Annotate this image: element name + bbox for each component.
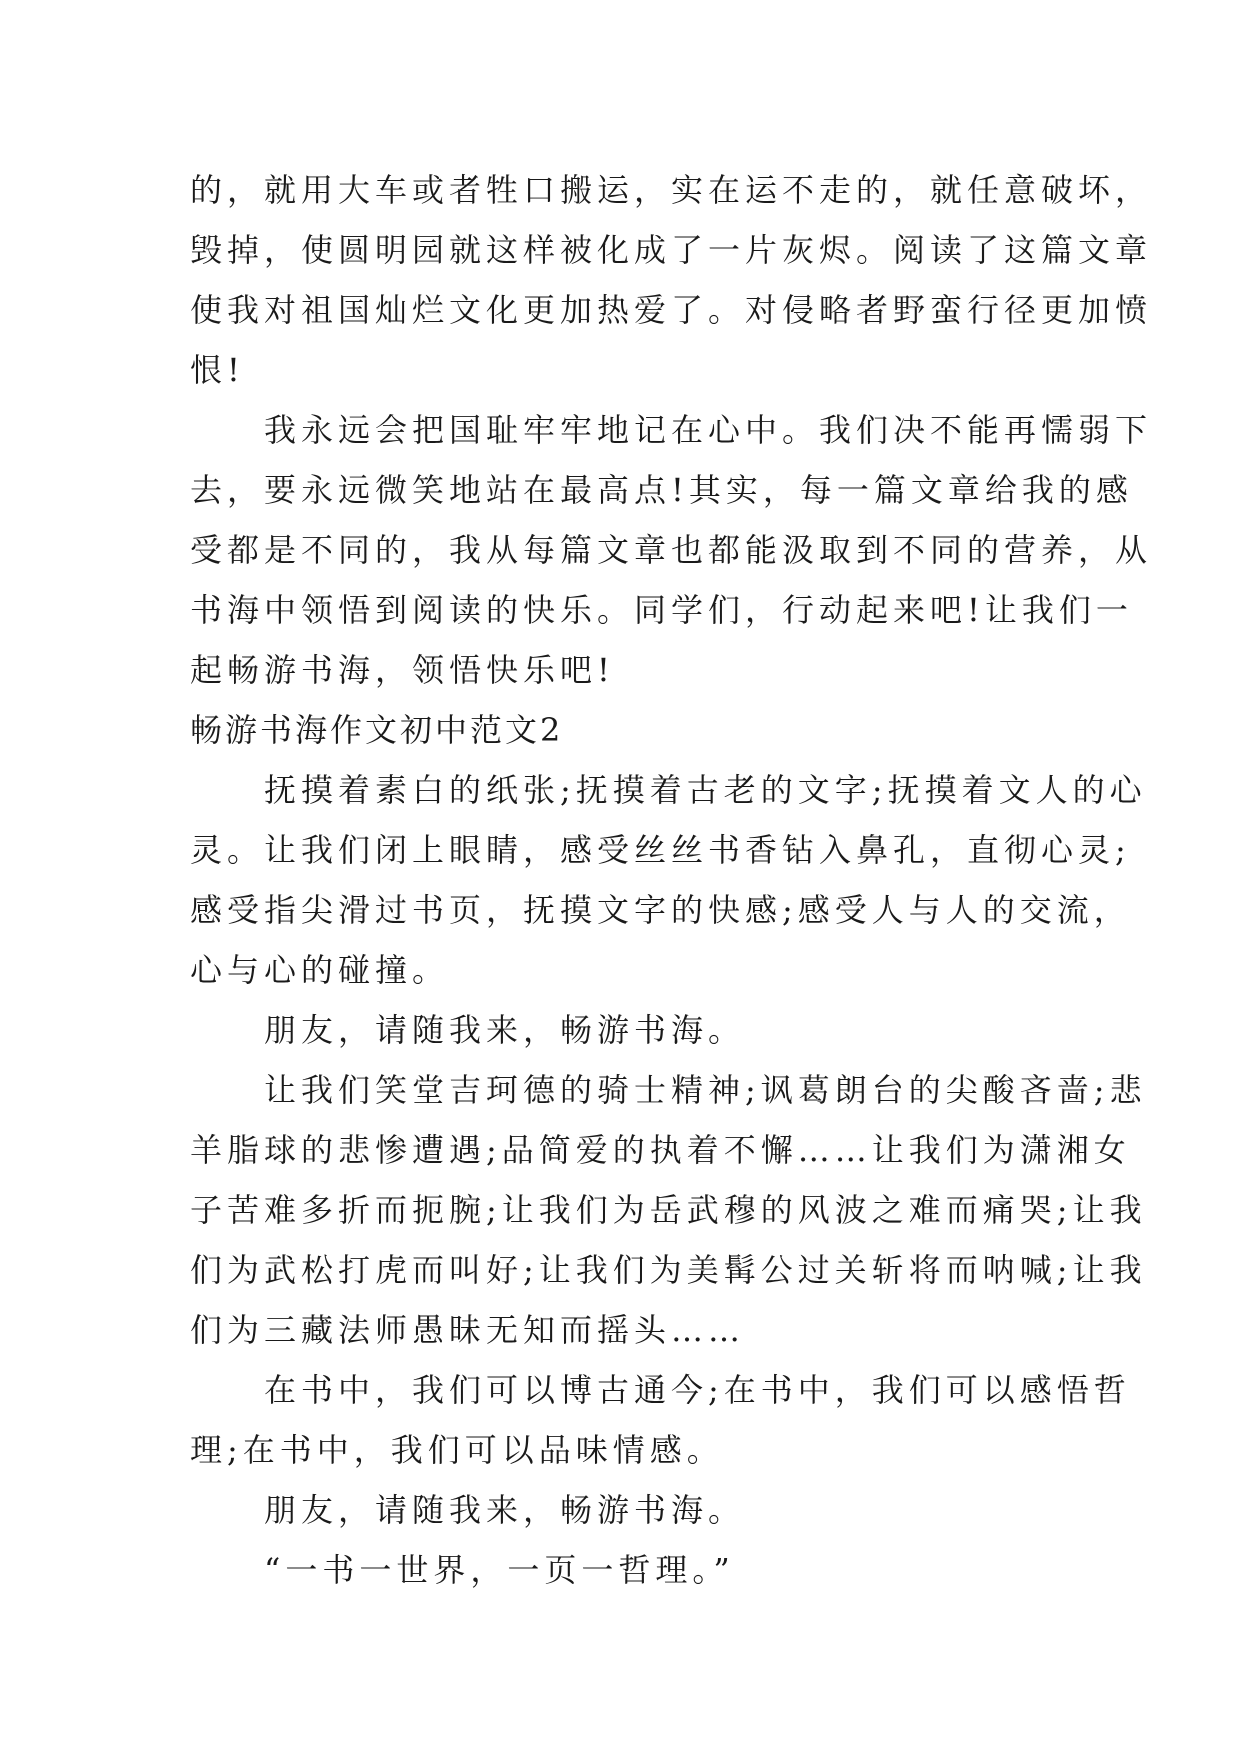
text-line: 感受指尖滑过书页，抚摸文字的快感;感受人与人的交流， — [190, 891, 1131, 929]
text-line: 在书中，我们可以博古通今;在书中，我们可以感悟哲 — [190, 1371, 1131, 1409]
text-line: 受都是不同的，我从每篇文章也都能汲取到不同的营养，从 — [190, 531, 1153, 569]
text-line: 抚摸着素白的纸张;抚摸着古老的文字;抚摸着文人的心 — [190, 771, 1147, 809]
text-line: 羊脂球的悲惨遭遇;品简爱的执着不懈……让我们为潇湘女 — [190, 1131, 1131, 1169]
text-line: 子苦难多折而扼腕;让我们为岳武穆的风波之难而痛哭;让我 — [190, 1191, 1147, 1229]
text-line: 起畅游书海，领悟快乐吧! — [190, 651, 615, 689]
text-line: 让我们笑堂吉珂德的骑士精神;讽葛朗台的尖酸吝啬;悲 — [190, 1071, 1147, 1109]
text-line: 灵。让我们闭上眼睛，感受丝丝书香钻入鼻孔，直彻心灵; — [190, 831, 1131, 869]
text-line: “一书一世界，一页一哲理。” — [190, 1551, 735, 1589]
text-line: 书海中领悟到阅读的快乐。同学们，行动起来吧!让我们一 — [190, 591, 1133, 629]
text-line: 理;在书中，我们可以品味情感。 — [190, 1431, 724, 1469]
document-body — [190, 160, 1153, 1600]
text-line: 使我对祖国灿烂文化更加热爱了。对侵略者野蛮行径更加愤 — [190, 291, 1153, 329]
text-line: 我永远会把国耻牢牢地记在心中。我们决不能再懦弱下 — [190, 411, 1153, 449]
text-line: 们为三藏法师愚昧无知而摇头…… — [190, 1311, 746, 1349]
text-line: 的，就用大车或者牲口搬运，实在运不走的，就任意破坏， — [190, 171, 1153, 209]
text-line: 们为武松打虎而叫好;让我们为美髯公过关斩将而呐喊;让我 — [190, 1251, 1147, 1289]
text-line: 朋友，请随我来，畅游书海。 — [190, 1011, 746, 1049]
text-line: 毁掉，使圆明园就这样被化成了一片灰烬。阅读了这篇文章 — [190, 231, 1153, 269]
text-line: 去，要永远微笑地站在最高点!其实，每一篇文章给我的感 — [190, 471, 1133, 509]
text-line: 朋友，请随我来，畅游书海。 — [190, 1491, 746, 1529]
text-line: 恨! — [190, 351, 245, 389]
text-line: 心与心的碰撞。 — [190, 951, 450, 989]
section-heading: 畅游书海作文初中范文2 — [190, 711, 564, 749]
